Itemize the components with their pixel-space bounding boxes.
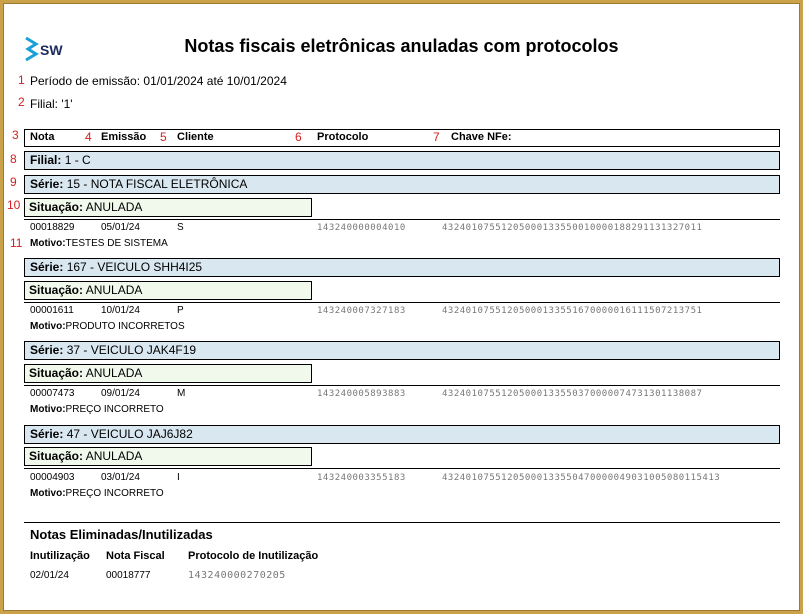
situacao-label: Situação: — [29, 449, 84, 463]
row-protocolo: 143240000004010 — [317, 223, 406, 233]
row-protocolo: 143240007327183 — [317, 306, 406, 316]
filial-bar — [24, 151, 780, 170]
motivo — [30, 321, 185, 332]
marker-6: 6 — [295, 130, 302, 144]
marker-3: 3 — [12, 128, 19, 142]
serie-value: 15 - NOTA FISCAL ELETRÔNICA — [66, 177, 248, 191]
row-protocolo: 143240005893883 — [317, 389, 406, 399]
motivo — [30, 404, 164, 415]
marker-5: 5 — [160, 130, 167, 144]
row-emissao: 03/01/24 — [101, 472, 140, 483]
eliminadas-protocolo: 143240000270205 — [188, 570, 286, 581]
row-divider — [24, 219, 780, 220]
row-cliente: S — [177, 222, 184, 233]
serie-label: Série: — [30, 343, 64, 357]
page-title: Notas fiscais eletrônicas anuladas com protocolos — [184, 36, 619, 56]
motivo-value: PREÇO INCORRETO — [65, 488, 164, 499]
serie-label: Série: — [30, 177, 64, 191]
situacao-value: ANULADA — [85, 283, 143, 297]
situacao-label: Situação: — [29, 200, 84, 214]
col-chave: Chave NFe: — [451, 131, 512, 143]
situacao-label: Situação: — [29, 283, 84, 297]
row-cliente: P — [177, 305, 184, 316]
serie-label: Série: — [30, 260, 64, 274]
serie-bar — [24, 258, 780, 277]
eliminadas-header-inutilizacao: Inutilização — [30, 550, 90, 562]
marker-10: 10 — [7, 198, 21, 212]
col-cliente: Cliente — [177, 131, 214, 143]
row-emissao: 10/01/24 — [101, 305, 140, 316]
serie-label: Série: — [30, 427, 64, 441]
serie-value: 37 - VEICULO JAK4F19 — [66, 343, 197, 357]
logo-text: SW — [40, 42, 63, 58]
eliminadas-nota: 00018777 — [106, 570, 151, 581]
situacao-label: Situação: — [29, 366, 84, 380]
row-emissao: 05/01/24 — [101, 222, 140, 233]
filial-label: Filial: — [30, 153, 62, 167]
row-nota: 00001611 — [30, 305, 74, 316]
serie-value: 167 - VEICULO SHH4I25 — [66, 260, 203, 274]
motivo-value: TESTES DE SISTEMA — [65, 238, 168, 249]
marker-8: 8 — [10, 152, 17, 166]
motivo-label: Motivo: — [30, 488, 66, 499]
row-chave: 43240107551205000133550470000049031005080115413 — [442, 473, 721, 483]
eliminadas-title: Notas Eliminadas/Inutilizadas — [30, 527, 213, 542]
row-chave: 43240107551205000133550370000074731301138087 — [442, 389, 703, 399]
situacao-value: ANULADA — [85, 366, 143, 380]
row-cliente: M — [177, 388, 186, 399]
row-divider — [24, 385, 780, 386]
serie-value: 47 - VEICULO JAJ6J82 — [66, 427, 193, 441]
row-nota: 00007473 — [30, 388, 75, 399]
marker-2: 2 — [18, 95, 25, 109]
eliminadas-header-nota: Nota Fiscal — [106, 550, 165, 562]
row-divider — [24, 302, 780, 303]
row-protocolo: 143240003355183 — [317, 473, 406, 483]
row-nota: 00018829 — [30, 222, 75, 233]
marker-11: 11 — [10, 236, 23, 250]
situacao-box — [24, 364, 312, 383]
row-chave: 43240107551205000133551670000016111507213751 — [442, 306, 703, 316]
row-emissao: 09/01/24 — [101, 388, 140, 399]
marker-4: 4 — [85, 130, 92, 144]
row-cliente: I — [177, 472, 180, 483]
serie-bar — [24, 425, 780, 444]
filial-value: 1 - C — [64, 153, 91, 167]
row-nota: 00004903 — [30, 472, 75, 483]
motivo-value: PRODUTO INCORRETOS — [65, 321, 185, 332]
periodo-emissao: Período de emissão: 01/01/2024 até 10/01/2024 — [30, 74, 287, 88]
col-protocolo: Protocolo — [317, 131, 369, 143]
situacao-box — [24, 447, 312, 466]
col-nota: Nota — [30, 131, 55, 143]
motivo — [30, 488, 164, 499]
situacao-value: ANULADA — [85, 449, 143, 463]
marker-9: 9 — [10, 175, 17, 189]
section-separator — [24, 522, 780, 523]
eliminadas-inutilizacao: 02/01/24 — [30, 570, 69, 581]
situacao-box — [24, 281, 312, 300]
marker-1: 1 — [18, 73, 25, 87]
motivo-label: Motivo: — [30, 238, 66, 249]
situacao-box — [24, 198, 312, 217]
serie-bar — [24, 341, 780, 360]
eliminadas-header-protocolo: Protocolo de Inutilização — [188, 550, 319, 562]
col-emissao: Emissão — [101, 131, 147, 143]
motivo-value: PREÇO INCORRETO — [65, 404, 164, 415]
filial-filter: Filial: '1' — [30, 97, 73, 111]
motivo — [30, 238, 168, 249]
marker-7: 7 — [433, 130, 440, 144]
row-chave: 43240107551205000133550010000188291131327011 — [442, 223, 703, 233]
situacao-value: ANULADA — [85, 200, 143, 214]
serie-bar — [24, 175, 780, 194]
motivo-label: Motivo: — [30, 321, 66, 332]
row-divider — [24, 468, 780, 469]
motivo-label: Motivo: — [30, 404, 66, 415]
